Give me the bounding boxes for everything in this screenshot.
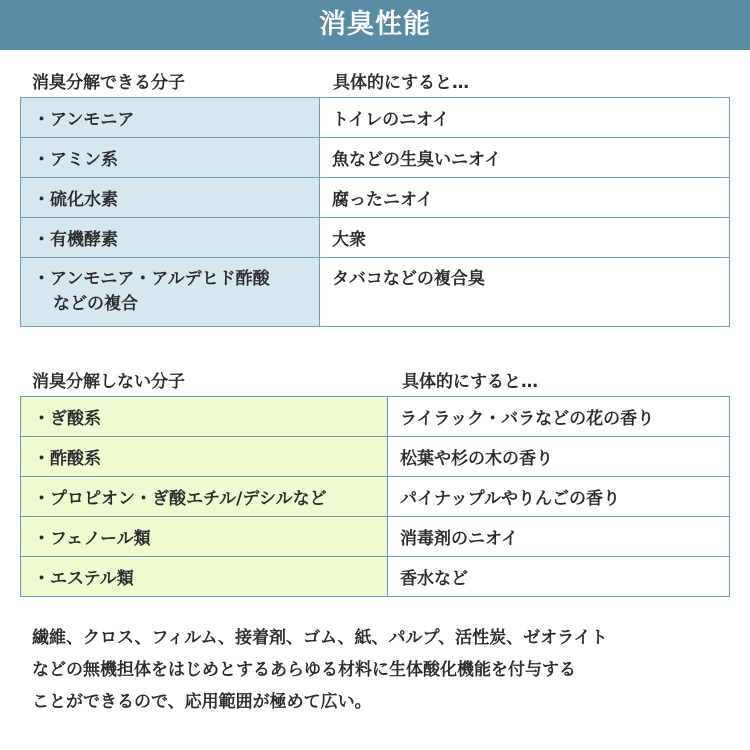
non-deodorizable-molecules-table bbox=[20, 396, 730, 597]
description-line-3: ことができるので、応用範囲が極めて広い。 bbox=[32, 692, 372, 712]
section1-right-header: 具体的にすると… bbox=[333, 73, 469, 93]
example-cell: 消毒剤のニオイ bbox=[388, 517, 730, 557]
molecule-line-1: ・アンモニア・アルデヒド酢酸 bbox=[33, 269, 270, 289]
example-cell: タバコなどの複合臭 bbox=[320, 258, 730, 327]
description-text bbox=[32, 622, 732, 718]
example-cell: 松葉や杉の木の香り bbox=[388, 437, 730, 477]
molecule-cell: ・硫化水素 bbox=[21, 178, 320, 218]
example-cell: 腐ったニオイ bbox=[320, 178, 730, 218]
table-row bbox=[21, 397, 730, 437]
table-row bbox=[21, 218, 730, 258]
example-cell: トイレのニオイ bbox=[320, 98, 730, 138]
table-row bbox=[21, 437, 730, 477]
section2-right-header: 具体的にすると… bbox=[402, 372, 538, 392]
table-row bbox=[21, 258, 730, 327]
table-row bbox=[21, 178, 730, 218]
molecule-cell: ・アミン系 bbox=[21, 138, 320, 178]
example-cell: 大衆 bbox=[320, 218, 730, 258]
description-line-2: などの無機担体をはじめとするあらゆる材料に生体酸化機能を付与する bbox=[32, 660, 576, 680]
example-cell: ライラック・バラなどの花の香り bbox=[388, 397, 730, 437]
page-title: 消臭性能 bbox=[0, 0, 750, 50]
molecule-cell: ・酢酸系 bbox=[21, 437, 388, 477]
table-row bbox=[21, 98, 730, 138]
table-row bbox=[21, 557, 730, 597]
deodorizable-molecules-table bbox=[20, 97, 730, 327]
molecule-line-2: などの複合 bbox=[53, 294, 138, 314]
example-cell: 魚などの生臭いニオイ bbox=[320, 138, 730, 178]
section1-left-header: 消臭分解できる分子 bbox=[32, 73, 185, 93]
table-row bbox=[21, 138, 730, 178]
table-row bbox=[21, 477, 730, 517]
molecule-cell: ・エステル類 bbox=[21, 557, 388, 597]
description-line-1: 繊維、クロス、フィルム、接着剤、ゴム、紙、パルプ、活性炭、ゼオライト bbox=[32, 628, 608, 648]
table-row bbox=[21, 517, 730, 557]
molecule-cell: ・有機酵素 bbox=[21, 218, 320, 258]
example-cell: パイナップルやりんごの香り bbox=[388, 477, 730, 517]
molecule-cell: ・フェノール類 bbox=[21, 517, 388, 557]
molecule-cell bbox=[21, 258, 320, 327]
molecule-cell: ・ぎ酸系 bbox=[21, 397, 388, 437]
example-cell: 香水など bbox=[388, 557, 730, 597]
section2-left-header: 消臭分解しない分子 bbox=[32, 372, 185, 392]
molecule-cell: ・アンモニア bbox=[21, 98, 320, 138]
molecule-cell: ・プロピオン・ぎ酸エチル/デシルなど bbox=[21, 477, 388, 517]
